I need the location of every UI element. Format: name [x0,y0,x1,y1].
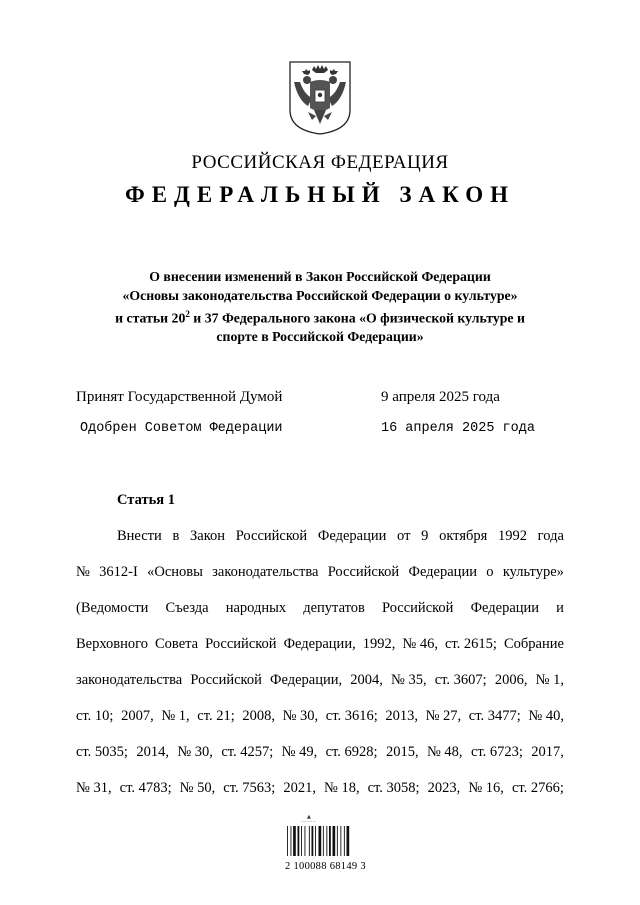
barcode-bar [333,826,336,856]
article-text-line [76,672,564,689]
article-word: депутатов [303,600,365,616]
barcode-bar [312,826,314,856]
barcode-bar [309,826,310,856]
article-word: Российской [327,564,400,580]
article-word: № 48, [426,744,463,760]
article-word: Российской [235,528,308,544]
article-word: № 27, [425,708,462,724]
article-word: от [397,528,411,544]
article-word: 2023, [427,780,461,796]
article-word: (Ведомости [76,600,149,616]
article-word: № 18, [323,780,360,796]
barcode-bar [287,826,288,856]
article-word: ст. 4783; [119,780,172,796]
barcode-bar [315,826,316,856]
article-word: Федерации [470,600,540,616]
article-word: 2004, [350,672,383,688]
article-word: № 49, [281,744,318,760]
article-word: 9 [421,528,429,544]
duma-adoption-date: 9 апреля 2025 года [381,389,500,405]
article-word: ст. 3607; [434,672,487,688]
article-word: Федерации [408,564,477,580]
article-word: № [76,564,90,580]
article-word: ст. 5035; [76,744,128,760]
article-word: № 30, [282,708,319,724]
article-word: № 31, [76,780,112,796]
law-title-superscript: 2 [185,309,190,319]
article-word: культуре» [502,564,564,580]
barcode-icon [285,812,355,860]
article-word: года [537,528,564,544]
barcode-number: 2 100088 68149 3 [285,861,366,872]
article-word: ст. 3058; [367,780,420,796]
country-heading: РОССИЙСКАЯ ФЕДЕРАЦИЯ [191,152,449,173]
article-word: законодательства [212,564,319,580]
article-text-line [76,780,564,797]
article-word: ст. 2766; [511,780,564,796]
article-word: 2008, [242,708,275,724]
article-word: Съезда [165,600,209,616]
barcode-bar [340,826,341,856]
article-word: Российской [381,600,454,616]
svg-text:▲: ▲ [307,814,311,820]
law-title [0,268,640,347]
barcode-bar [337,826,338,856]
article-word: 3612-I [99,564,138,580]
article-text-line [76,744,564,761]
article-word: 1992 [497,528,527,544]
svg-text:~~~~~: ~~~~~ [301,820,316,824]
article-word: 2007, [121,708,154,724]
article-word: Собрание [503,636,564,652]
article-word: 2021, [283,780,316,796]
barcode-bar [323,826,324,856]
article-word: ст. 3477; [468,708,521,724]
article-word: № 40, [528,708,564,724]
article-word: № 46, [402,636,438,652]
article-text-line [76,708,564,725]
article-word: Верховного [76,636,148,652]
law-title-line: «Основы законодательства Российской Федерации о культуре» [122,287,518,303]
coat-of-arms-icon [288,60,352,136]
article-word: ст. 6723; [470,744,523,760]
article-word: «Основы [147,564,203,580]
article-word: законодательства [76,672,183,688]
law-title-text: и 37 Федерального закона «О физической культуре и [189,310,525,326]
article-word: ст. 3616; [325,708,378,724]
article-word: в [172,528,180,544]
article-word: народных [225,600,287,616]
article-word: 2006, [494,672,528,688]
article-word: ст. 7563; [223,780,276,796]
article-word: Федерации, [283,636,356,652]
article-word: ст. 21; [197,708,235,724]
article-text-line [117,528,564,545]
barcode-bar [293,826,296,856]
article-word: Закон [190,528,226,544]
document-type-heading: ФЕДЕРАЛЬНЫЙ ЗАКОН [124,182,516,207]
article-word: Внести [117,528,162,544]
article-word: ст. 2615; [444,636,497,652]
barcode-bar [329,826,331,856]
article-word: о [486,564,494,580]
article-word: 1992, [362,636,396,652]
article-word: Российской [190,672,262,688]
article-word: 2015, [385,744,419,760]
article-word: Российской [205,636,277,652]
article-word: Федерации [317,528,387,544]
article-word: и [556,600,564,616]
barcode-bar [298,826,300,856]
article-word: 2014, [136,744,169,760]
barcode-bar [301,826,302,856]
article-word: ст. 4257; [221,744,274,760]
article-word: Федерации, [270,672,343,688]
article-heading: Статья 1 [117,492,175,508]
law-title-line: О внесении изменений в Закон Российской Федерации [149,269,491,284]
article-text-line [76,636,564,653]
article-word: № 30, [177,744,213,760]
article-word: 2017, [531,744,564,760]
council-approval-date: 16 апреля 2025 года [381,421,535,436]
council-approval-label: Одобрен Советом Федерации [80,421,283,436]
article-word: 2013, [385,708,418,724]
article-word: ст. 6928; [325,744,378,760]
barcode-bar [326,826,327,856]
article-word: ст. 10; [76,708,114,724]
article-text-line [76,600,564,617]
article-text-line [76,564,564,581]
duma-adoption-label: Принят Государственной Думой [76,389,283,405]
barcode-bar [344,826,345,856]
article-word: № 16, [468,780,504,796]
article-word: Совета [155,636,199,652]
article-word: № 35, [391,672,427,688]
article-word: № 1, [161,708,190,724]
law-title-text: и статьи 20 [115,310,186,326]
law-title-line [0,305,640,328]
barcode-bar [291,826,292,856]
law-title-line: спорте в Российской Федерации» [216,329,424,345]
barcode-bar [305,826,306,856]
article-word: № 1, [535,672,564,688]
barcode-bar [319,826,322,856]
article-word: октября [439,528,488,544]
barcode-bar [347,826,350,856]
article-word: № 50, [179,780,216,796]
